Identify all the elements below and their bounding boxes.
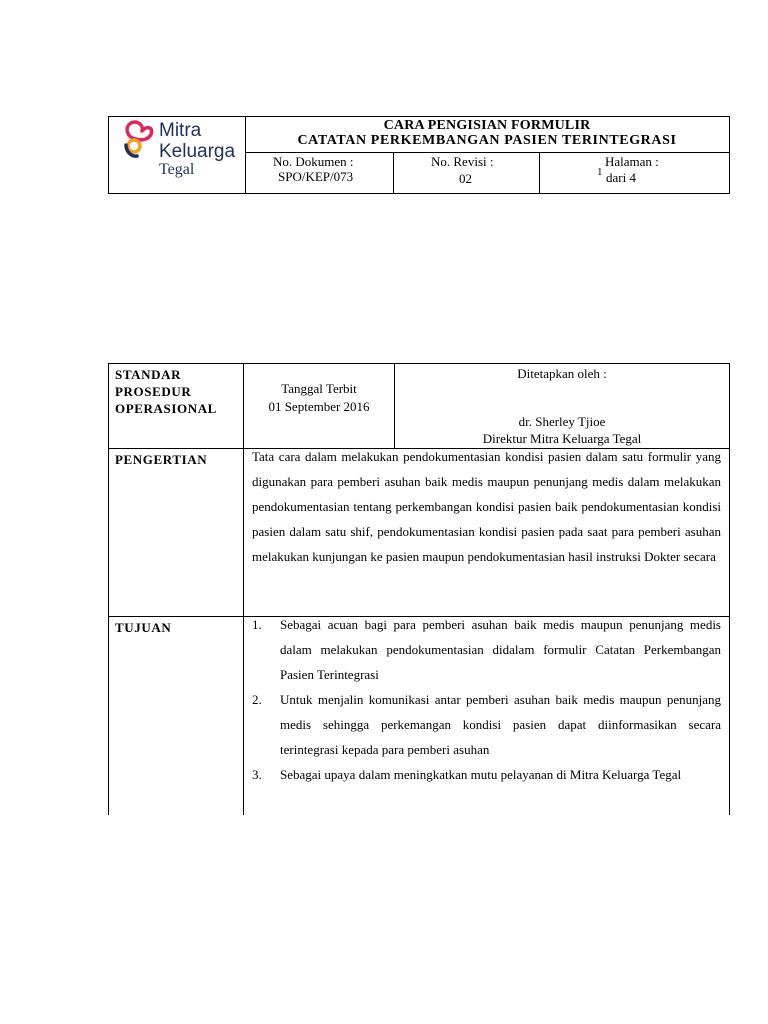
logo-brand-line2: Keluarga [159,141,236,162]
list-item [252,767,721,817]
issue-date-value: 01 September 2016 [268,399,370,414]
document-title-line2: CATATAN PERKEMBANGAN PASIEN TERINTEGRASI [297,133,677,148]
pengertian-label-cell [108,449,243,617]
pengertian-content-cell [243,449,730,617]
page-number: 1 [597,166,603,178]
tujuan-content-cell [243,617,730,815]
logo-brand-line1: Mitra [159,120,202,141]
document-number-label: No. Dokumen : [273,154,354,169]
sop-label-cell [108,363,243,449]
revision-value: 02 [459,171,472,186]
tujuan-label: TUJUAN [115,620,172,635]
tujuan-label-cell [108,617,243,815]
approval-cell [394,363,730,449]
list-item-number: 3. [252,767,262,782]
list-item-text: Sebagai upaya dalam meningkatkan mutu pelayanan di Mitra Keluarga Tegal [280,767,682,782]
pengertian-label: PENGERTIAN [115,452,208,467]
document-number-cell [245,153,394,193]
document-header-table [108,116,730,194]
document-title-line1: CARA PENGISIAN FORMULIR [383,118,591,133]
title-cell [245,117,729,153]
revision-cell [394,153,540,193]
sop-label-line1: STANDAR [115,367,182,382]
list-item-text: Untuk menjalin komunikasi antar pemberi asuhan baik medis maupun penunjang medis sehingga perkemangan kondisi pasien dapat diinformasikan secara terintegrasi kepada para pemberi asuhan [280,692,721,757]
pengertian-text: Tata cara dalam melakukan pendokumentasian kondisi pasien dalam satu formulir yang digunakan para pemberi asuhan baik medis maupun penunjang medis dalam melakukan pendokumentasian tentang perkembangan kondisi pasien baik pendokumentasian kondisi pasien dalam satu shif, pendokumentasian kondisi pasien pada saat para pemberi asuhan melakukan kunjungan ke pasien maupun pendokumentasian hasil instruksi Dokter secara [252,449,721,564]
sop-table [108,363,730,815]
page-of: dari 4 [606,170,636,185]
approved-by-label: Ditetapkan oleh : [517,366,607,381]
logo-brand-line3: Tegal [159,161,195,178]
revision-label: No. Revisi : [431,154,494,169]
list-item-number: 1. [252,617,262,632]
issue-date-label: Tanggal Terbit [281,381,357,396]
document-number-value: SPO/KEP/073 [278,169,354,184]
page-cell [540,153,729,193]
issue-date-cell [243,363,394,449]
list-item-number: 2. [252,692,262,707]
list-item [252,617,721,692]
sop-label-line2: PROSEDUR [115,384,192,399]
signer-title: Direktur Mitra Keluarga Tegal [482,431,642,446]
list-item-text: Sebagai acuan bagi para pemberi asuhan baik medis maupun penunjang medis dalam melakukan pendokumentasian didalam formulir Catatan Perkembangan Pasien Terintegrasi [280,617,721,682]
list-item [252,692,721,767]
logo-cell [109,117,246,193]
mitra-keluarga-logo-icon [117,119,157,163]
sop-label-line3: OPERASIONAL [115,401,217,416]
page-label: Halaman : [605,154,659,169]
signer-name: dr. Sherley Tjioe [518,414,606,429]
